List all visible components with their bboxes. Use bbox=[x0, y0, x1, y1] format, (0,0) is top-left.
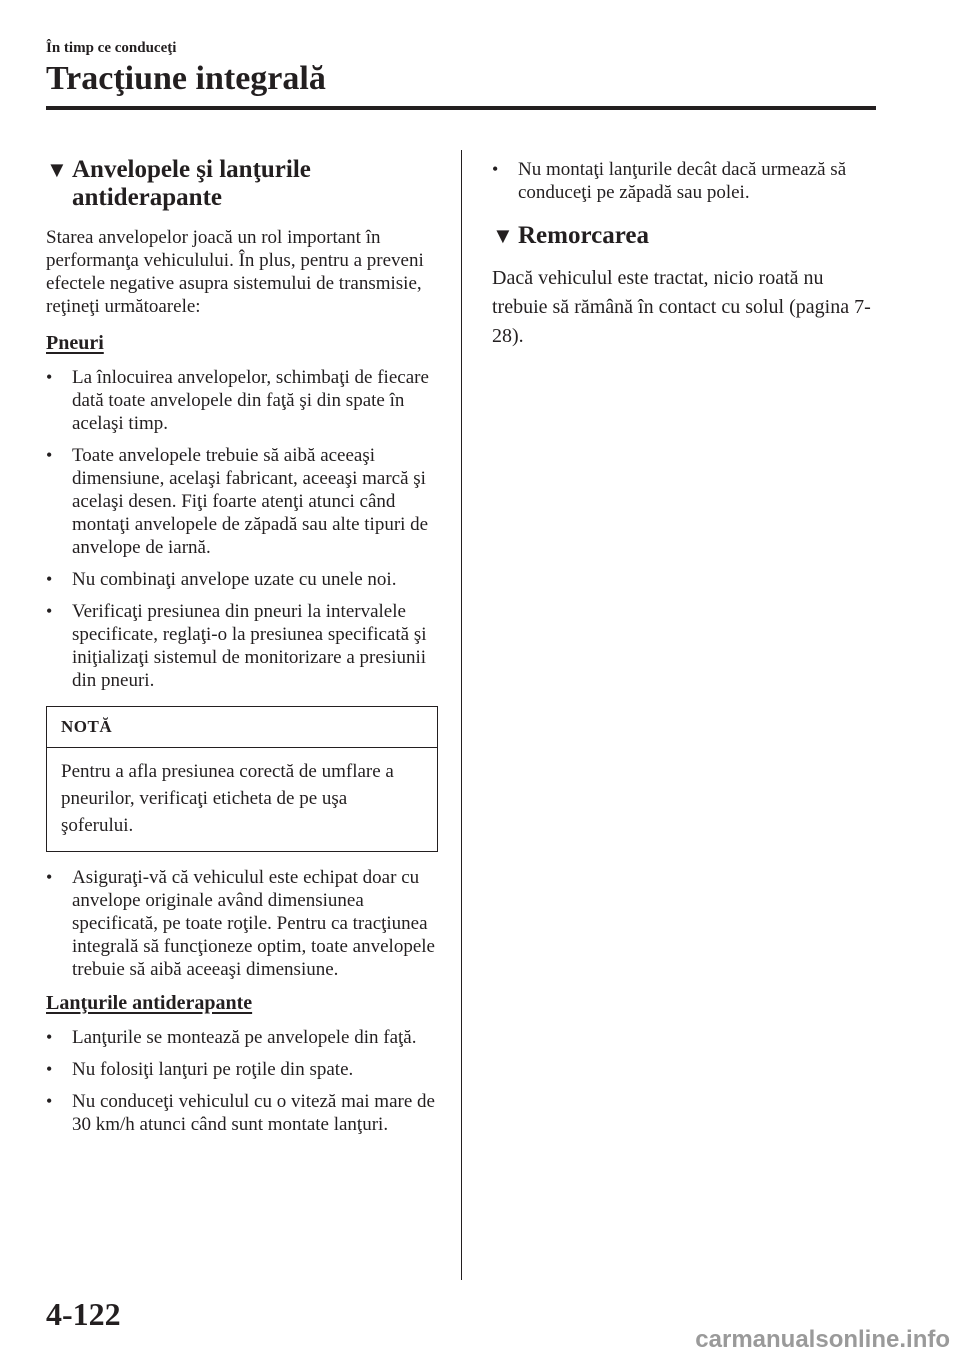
list-item bbox=[46, 1026, 438, 1049]
bullet-icon: • bbox=[46, 1059, 53, 1079]
list-item-text: Toate anvelopele trebuie să aibă aceeaşi dimensiune, acelaşi fabricant, aceeaşi marcă şi acelaşi desen. Fiţi foarte atenţi atunci când montaţi anvelopele de zăpadă sau alte tipuri de anvelope de iarnă. bbox=[72, 445, 429, 558]
bullet-icon: • bbox=[46, 445, 53, 465]
list-item bbox=[46, 366, 438, 435]
list-item bbox=[492, 158, 884, 204]
list-item-text: Nu combinaţi anvelope uzate cu unele noi. bbox=[72, 569, 397, 590]
triangle-down-icon: ▼ bbox=[46, 157, 68, 182]
section-heading-towing bbox=[492, 222, 884, 250]
list-item bbox=[46, 600, 438, 692]
note-box bbox=[46, 706, 438, 852]
tires-bullet-list bbox=[46, 366, 438, 692]
subheading-tires: Pneuri bbox=[46, 332, 104, 354]
list-item bbox=[46, 568, 438, 591]
column-divider bbox=[461, 150, 462, 1280]
watermark: carmanualsonline.info bbox=[695, 1326, 950, 1353]
list-item bbox=[46, 866, 438, 981]
list-item-text: Asiguraţi-vă că vehiculul este echipat doar cu anvelope originale având dimensiunea specificată, pe toate roţile. Pentru ca tracţiunea integrală să funcţioneze optim, toate anvelopele trebuie să aibă aceeaşi dimensiune. bbox=[72, 867, 435, 980]
list-item-text: Nu montaţi lanţurile decât dacă urmează să conduceţi pe zăpadă sau polei. bbox=[518, 159, 847, 203]
running-head: În timp ce conduceţi bbox=[46, 40, 177, 56]
bullet-icon: • bbox=[46, 867, 53, 887]
list-item bbox=[46, 1058, 438, 1081]
left-column bbox=[46, 150, 438, 1145]
towing-paragraph: Dacă vehiculul este tractat, nicio roată nu trebuie să rămână în contact cu solul (pagina 7-28). bbox=[492, 267, 871, 347]
bullet-icon: • bbox=[46, 1027, 53, 1047]
list-item-text: Lanţurile se montează pe anvelopele din faţă. bbox=[72, 1027, 417, 1048]
list-item-text: Verificaţi presiunea din pneuri la intervalele specificate, reglaţi-o la presiunea specificată şi iniţializaţi sistemul de monitorizare a presiunii din pneuri. bbox=[72, 601, 427, 691]
note-title: NOTĂ bbox=[47, 707, 437, 748]
list-item bbox=[46, 444, 438, 559]
list-item-text: La înlocuirea anvelopelor, schimbaţi de fiecare dată toate anvelopele din faţă şi din spate în acelaşi timp. bbox=[72, 367, 429, 434]
section-heading-text: Remorcarea bbox=[518, 222, 649, 249]
page-title: Tracţiune integrală bbox=[46, 60, 326, 97]
title-rule bbox=[46, 106, 876, 110]
right-column bbox=[492, 150, 884, 363]
subheading-snow-chains: Lanţurile antiderapante bbox=[46, 992, 253, 1014]
list-item-text: Nu conduceţi vehiculul cu o viteză mai mare de 30 km/h atunci când sunt montate lanţuri. bbox=[72, 1091, 435, 1135]
triangle-down-icon: ▼ bbox=[492, 223, 514, 248]
list-item-text: Nu folosiţi lanţuri pe roţile din spate. bbox=[72, 1059, 354, 1080]
chains-bullet-list-continued bbox=[492, 158, 884, 204]
section-heading-text: Anvelopele şi lanţurile antiderapante bbox=[72, 156, 311, 211]
page-number: 4-122 bbox=[46, 1296, 121, 1332]
tires-bullet-list-continued bbox=[46, 866, 438, 981]
bullet-icon: • bbox=[46, 367, 53, 387]
bullet-icon: • bbox=[492, 159, 499, 179]
intro-paragraph: Starea anvelopelor joacă un rol important în performanţa vehiculului. În plus, pentru a preveni efectele negative asupra sistemului de transmisie, reţineţi următoarele: bbox=[46, 227, 424, 317]
section-heading-tires-chains bbox=[46, 156, 438, 212]
bullet-icon: • bbox=[46, 601, 53, 621]
note-text: Pentru a afla presiunea corectă de umflare a pneurilor, verificaţi eticheta de pe uşa şoferului. bbox=[61, 761, 394, 836]
bullet-icon: • bbox=[46, 569, 53, 589]
bullet-icon: • bbox=[46, 1091, 53, 1111]
list-item bbox=[46, 1090, 438, 1136]
chains-bullet-list bbox=[46, 1026, 438, 1136]
